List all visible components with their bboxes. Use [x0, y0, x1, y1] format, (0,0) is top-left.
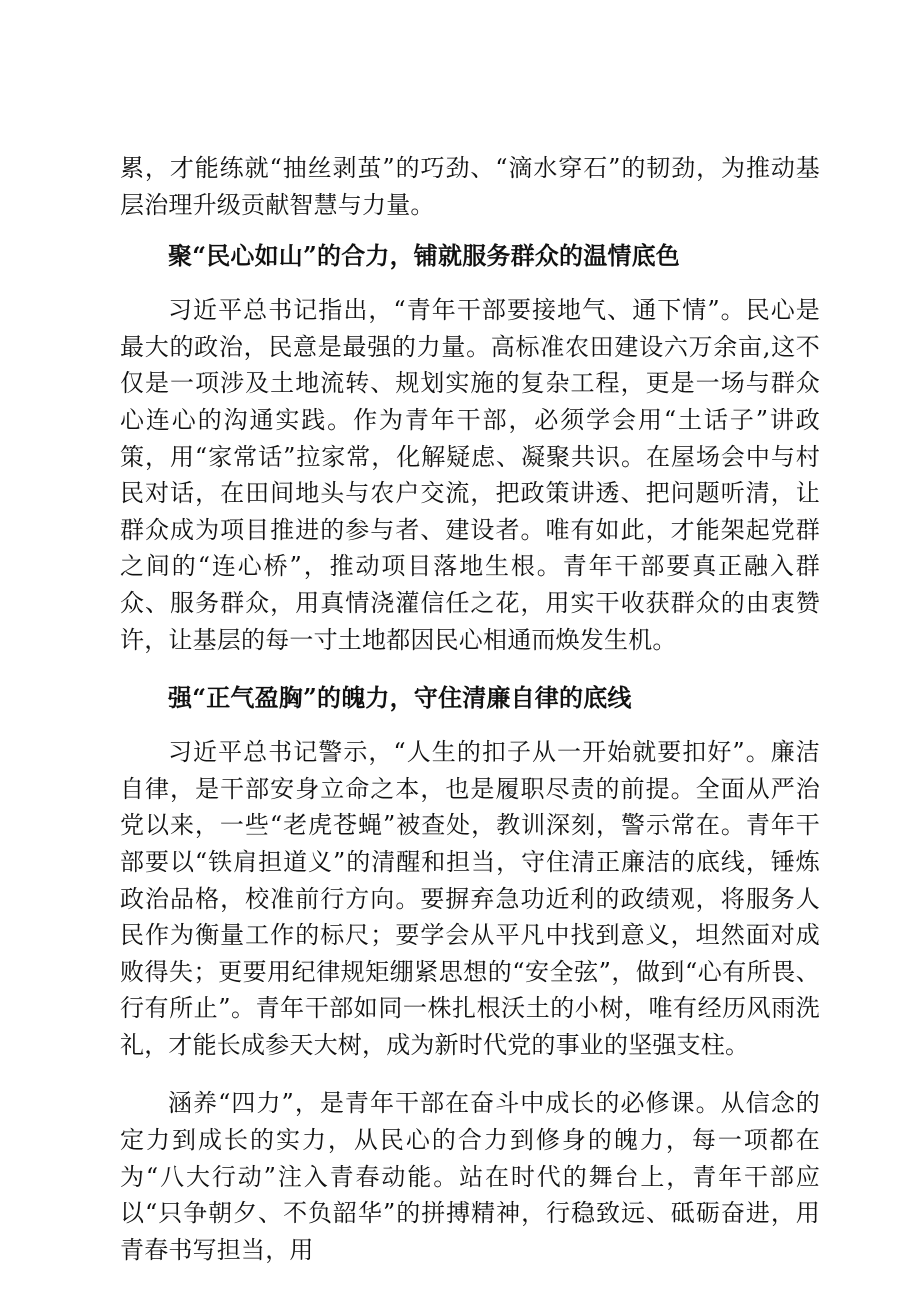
spacer	[120, 223, 820, 238]
spacer	[120, 658, 820, 680]
paragraph-conclusion: 涵养“四力”，是青年干部在奋斗中成长的必修课。从信念的定力到成长的实力，从民心的合力到修身的魄力，每一项都在为“八大行动”注入青春动能。站在时代的舞台上，青年干部应以“只争朝夕、不负韶华”的拼搏精神，行稳致远、砥砺奋进，用青春书写担当，用	[120, 1089, 820, 1264]
paragraph-integrity: 习近平总书记警示，“人生的扣子从一开始就要扣好”。廉洁自律，是干部安身立命之本，也是履职尽责的前提。全面从严治党以来，一些“老虎苍蝇”被查处，教训深刻，警示常在。青年干部要以“铁肩担道义”的清醒和担当，守住清正廉洁的底线，锤炼政治品格，校准前行方向。要摒弃急功近利的政绩观，将服务人民作为衡量工作的标尺；要学会从平凡中找到意义，坦然面对成败得失；更要用纪律规矩绷紧思想的“安全弦”，做到“心有所畏、行有所止”。青年干部如同一株扎根沃土的小树，唯有经历风雨洗礼，才能长成参天大树，成为新时代党的事业的坚强支柱。	[120, 738, 820, 1059]
document-page	[120, 150, 820, 1268]
spacer	[120, 274, 820, 292]
paragraph-continuation: 累，才能练就“抽丝剥茧”的巧劲、“滴水穿石”的韧劲，为推动基层治理升级贡献智慧与力量。	[120, 154, 820, 219]
spacer	[120, 716, 820, 734]
section-heading-people: 聚“民心如山”的合力，铺就服务群众的温情底色	[168, 241, 681, 271]
section-heading-integrity: 强“正气盈胸”的魄力，守住清廉自律的底线	[168, 683, 632, 713]
spacer	[120, 1063, 820, 1085]
paragraph-people: 习近平总书记指出，“青年干部要接地气、通下情”。民心是最大的政治，民意是最强的力量。高标准农田建设六万余亩,这不仅是一项涉及土地流转、规划实施的复杂工程，更是一场与群众心连心的沟通实践。作为青年干部，必须学会用“土话子”讲政策，用“家常话”拉家常，化解疑虑、凝聚共识。在屋场会中与村民对话，在田间地头与农户交流，把政策讲透、把问题听清，让群众成为项目推进的参与者、建设者。唯有如此，才能架起党群之间的“连心桥”，推动项目落地生根。青年干部要真正融入群众、服务群众，用真情浇灌信任之花，用实干收获群众的由衷赞许，让基层的每一寸土地都因民心相通而焕发生机。	[120, 296, 820, 654]
